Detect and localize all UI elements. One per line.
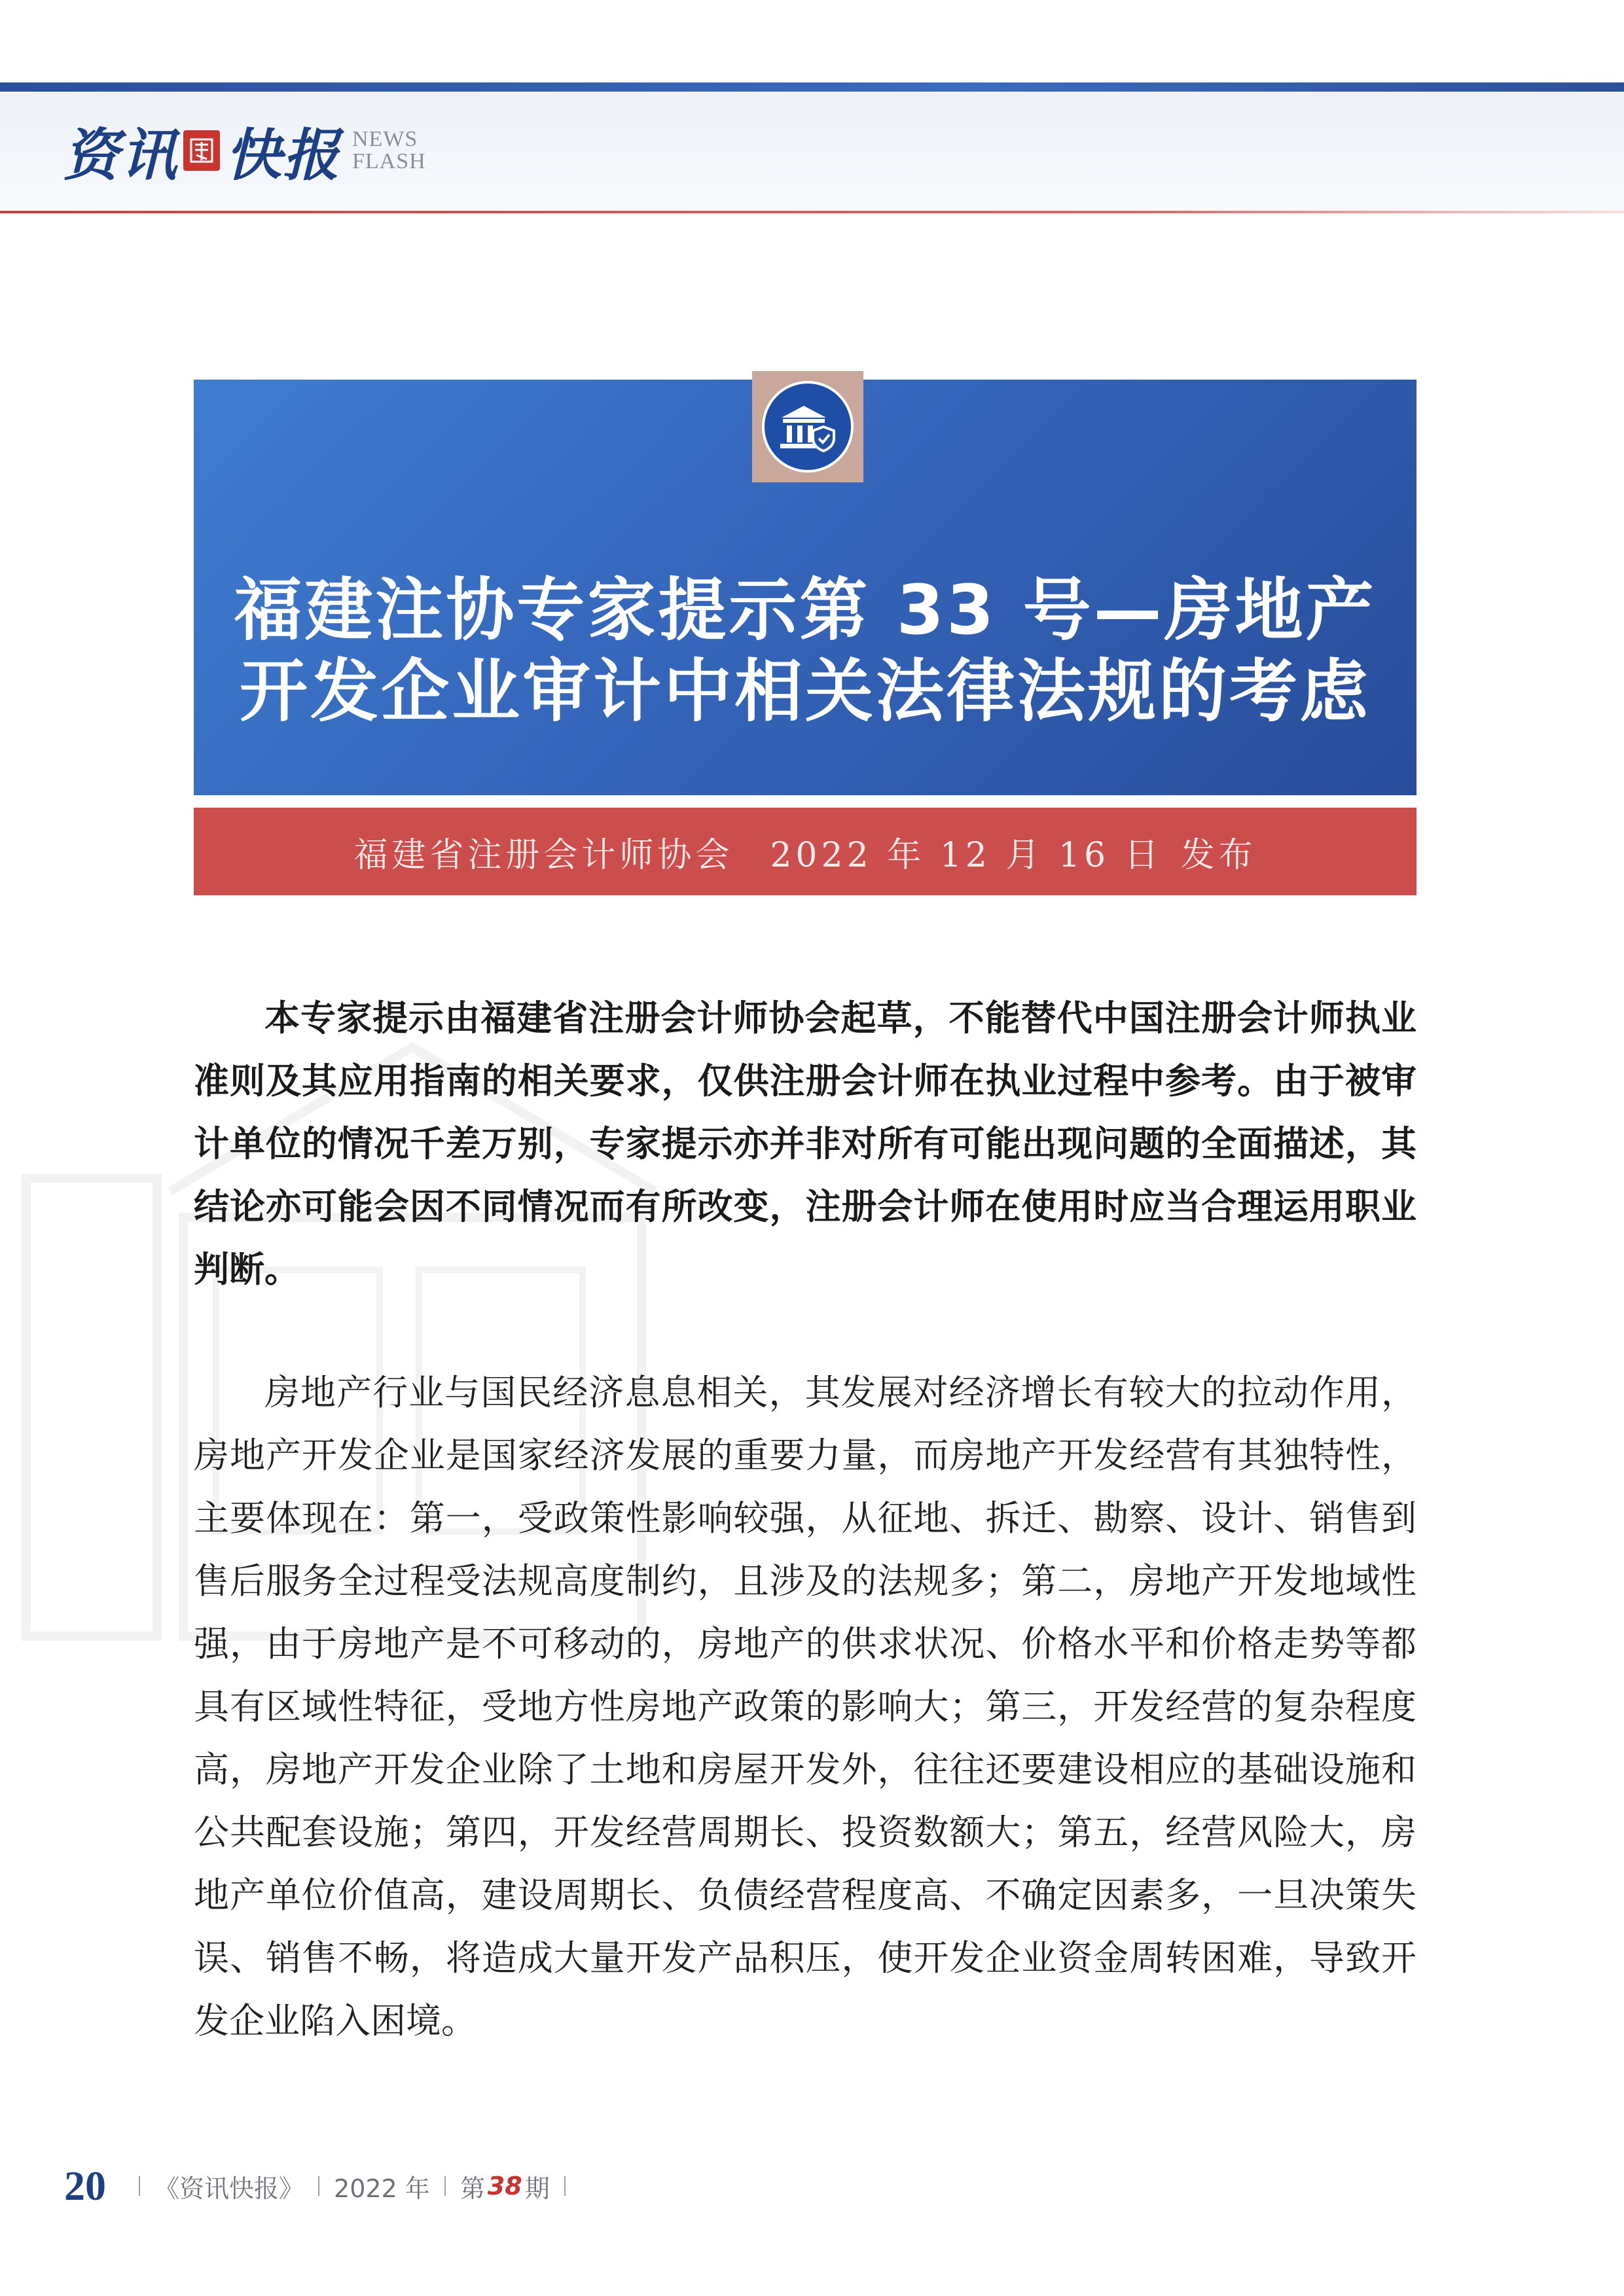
brand-word-right: 快报 (225, 122, 340, 188)
publish-action: 发布 (1180, 835, 1257, 875)
brand-seal-icon (183, 130, 220, 171)
brand-word-left: 资讯 (63, 122, 178, 188)
emblem-tab (752, 371, 863, 482)
issue-prefix: 第 (460, 2174, 485, 2203)
page-footer (64, 2160, 580, 2212)
title-line-1: 福建注协专家提示第 33 号—房地产 (234, 570, 1377, 650)
issue-suffix: 期 (524, 2174, 550, 2203)
intro-paragraph: 房地产行业与国民经济息息相关，其发展对经济增长有较大的拉动作用，房地产开发企业是国家经济发展的重要力量，而房地产开发经营有其独特性，主要体现在：第一，受政策性影响较强，从征地、拆迁、勘察、设计、销售到售后服务全过程受法规高度制约，且涉及的法规多；第二，房地产开发地域性强，由于房地产是不可移动的，房地产的供求状况、价格水平和价格走势等都具有区域性特征，受地方性房地产政策的影响大；第三，开发经营的复杂程度高，房地产开发企业除了土地和房屋开发外，往往还要建设相应的基础设施和公共配套设施；第四，开发经营周期长、投资数额大；第五，经营风险大，房地产单位价值高，建设周期长、负债经营程度高、不确定因素多，一旦决策失误、销售不畅，将造成大量开发产品积压，使开发企业资金周转困难，导致开发企业陷入困境。 (194, 1372, 1416, 2041)
page-title (194, 569, 1416, 732)
footer-separator (318, 2176, 319, 2196)
footer-separator (139, 2176, 140, 2196)
brand-sub-news: NEWS (352, 127, 418, 151)
brand-logo (63, 111, 426, 190)
header-rule (0, 211, 1624, 213)
brand-subtitle (352, 128, 426, 173)
publisher-org: 福建省注册会计师协会 (353, 835, 734, 875)
brand-sub-flash: FLASH (352, 149, 426, 173)
bank-shield-icon (778, 401, 838, 453)
emblem-badge (762, 381, 854, 473)
footer-separator (444, 2176, 446, 2196)
issue-number: 38 (487, 2172, 522, 2200)
publish-date: 2022 年 12 月 16 日 (770, 835, 1163, 875)
title-line-2: 开发企业审计中相关法律法规的考虑 (239, 651, 1371, 731)
footer-separator (564, 2176, 566, 2196)
header-top-line (0, 82, 1624, 92)
disclaimer-paragraph: 本专家提示由福建省注册会计师协会起草，不能替代中国注册会计师执业准则及其应用指南的相关要求，仅供注册会计师在执业过程中参考。由于被审计单位的情况千差万别，专家提示亦并非对所有可能出现问题的全面描述，其结论亦可能会因不同情况而有所改变，注册会计师在使用时应当合理运用职业判断。 (194, 997, 1416, 1290)
page-number: 20 (64, 2162, 106, 2209)
publication-name: 《资讯快报》 (154, 2174, 304, 2203)
publication-year: 2022 年 (334, 2174, 430, 2203)
publisher-strip (194, 808, 1416, 895)
